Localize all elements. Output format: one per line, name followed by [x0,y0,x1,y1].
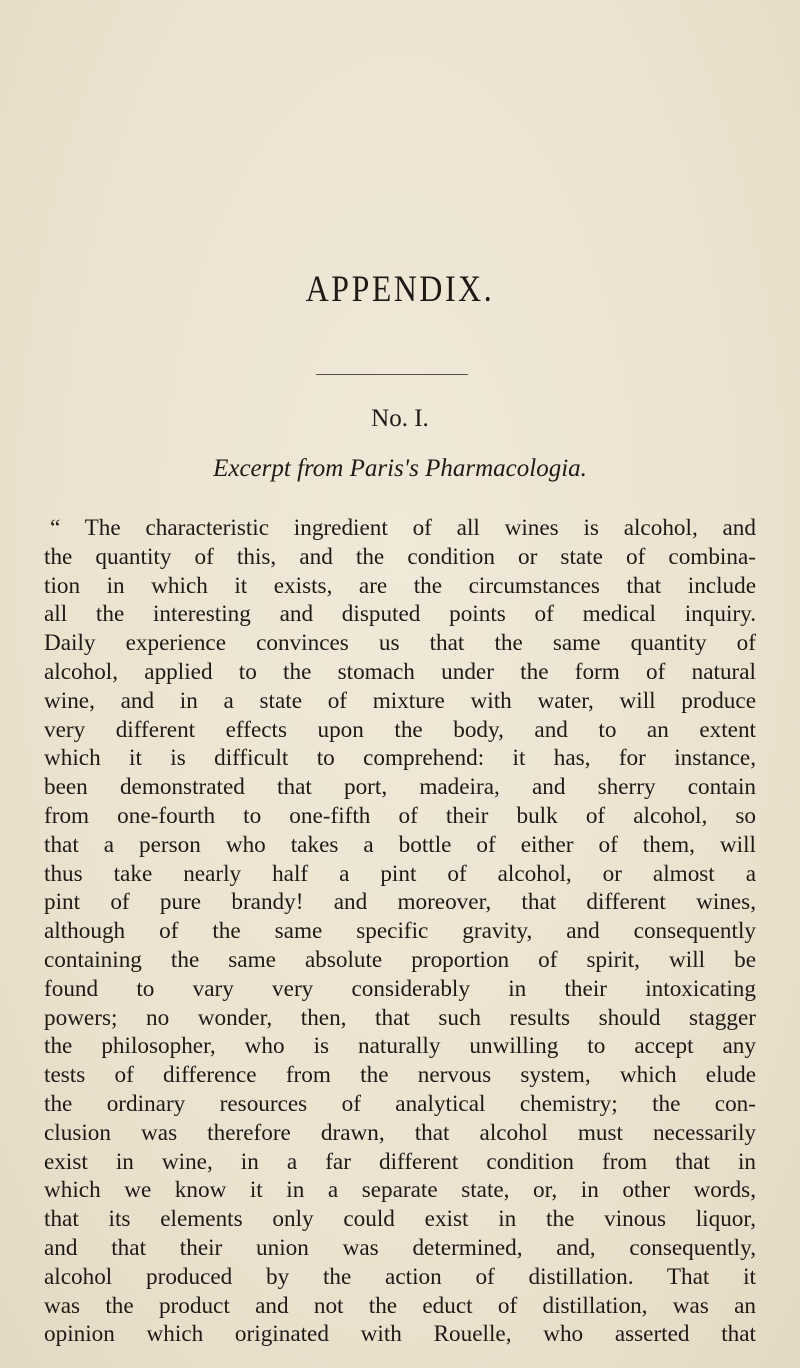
text-line: the quantity of this, and the condition or state of combina- [44,543,756,570]
text-line: been demonstrated that port, madeira, and sherry contain [44,774,756,801]
text-line: that a person who takes a bottle of either of them, will [44,831,756,858]
text-line: although of the same specific gravity, and consequently [44,918,756,945]
text-line: was the product and not the educt of distillation, was an [44,1292,756,1319]
text-line: Daily experience convinces us that the same quantity of [44,630,756,657]
text-line: which it is difficult to comprehend: it has, for instance, [44,745,756,772]
excerpt-body [44,514,756,1349]
text-line: tests of difference from the nervous system, which elude [44,1062,756,1089]
text-line: thus take nearly half a pint of alcohol, or almost a [44,860,756,887]
text-line: that its elements only could exist in the vinous liquor, [44,1206,756,1233]
text-line: alcohol produced by the action of distillation. That it [44,1263,756,1290]
text-line: powers; no wonder, then, that such results should stagger [44,1004,756,1031]
text-line: which we know it in a separate state, or, in other words, [44,1177,756,1204]
heading-divider [316,374,468,375]
text-line: very different effects upon the body, and to an extent [44,716,756,743]
text-line: the ordinary resources of analytical chemistry; the con- [44,1090,756,1117]
text-line: “ The characteristic ingredient of all wines is alcohol, and [50,515,756,541]
text-line: all the interesting and disputed points of medical inquiry. [44,601,756,628]
text-line: clusion was therefore drawn, that alcohol must necessarily [44,1119,756,1146]
text-line: from one-fourth to one-fifth of their bulk of alcohol, so [44,802,756,829]
text-line: pint of pure brandy! and moreover, that different wines, [44,889,756,916]
text-line: and that their union was determined, and, consequently, [44,1234,756,1261]
text-line: opinion which originated with Rouelle, who asserted that [44,1321,756,1348]
section-number: No. I. [371,405,429,432]
excerpt-subtitle: Excerpt from Paris's Pharmacologia. [213,455,587,482]
text-line: tion in which it exists, are the circumstances that include [44,572,756,599]
text-line: exist in wine, in a far different condition from that in [44,1148,756,1175]
text-line: found to vary very considerably in their intoxicating [44,975,756,1002]
text-line: wine, and in a state of mixture with water, will produce [44,687,756,714]
text-line: containing the same absolute proportion of spirit, will be [44,946,756,973]
text-line: alcohol, applied to the stomach under the form of natural [44,658,756,685]
text-line: the philosopher, who is naturally unwilling to accept any [44,1033,756,1060]
appendix-heading: APPENDIX. [305,269,495,310]
